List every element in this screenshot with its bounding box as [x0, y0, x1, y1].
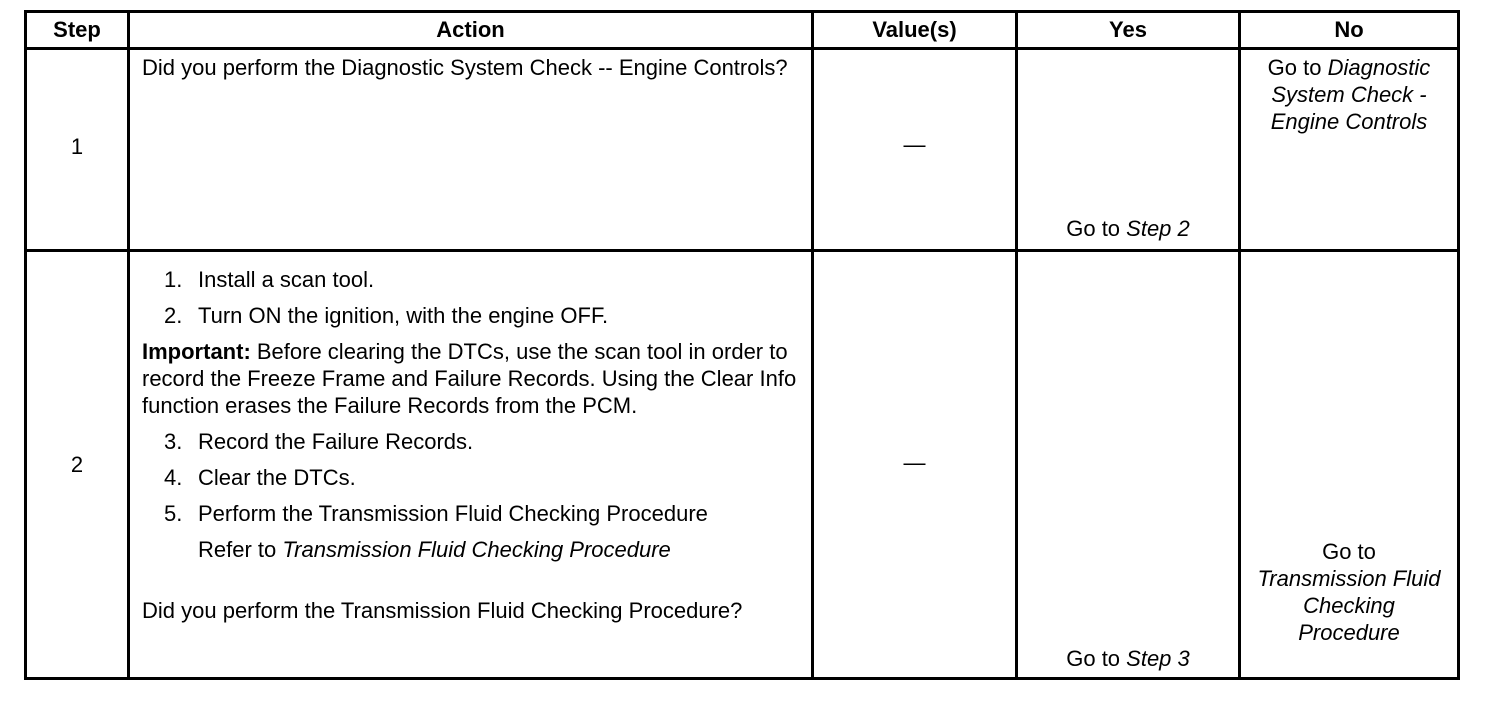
list-number: 2.	[164, 303, 183, 328]
list-number: 1.	[164, 267, 183, 292]
no-link: Diagnostic System Check - Engine Controls	[1270, 55, 1431, 134]
value-cell	[813, 251, 1017, 679]
yes-link: Step 2	[1126, 216, 1190, 241]
action-question: Did you perform the Diagnostic System Check -- Engine Controls?	[142, 55, 788, 80]
action-question: Did you perform the Transmission Fluid Checking Procedure?	[142, 598, 743, 623]
step-number: 1	[70, 134, 84, 159]
list-text: Clear the DTCs.	[198, 465, 356, 490]
no-link: Transmission Fluid Checking Procedure	[1257, 566, 1441, 645]
yes-cell	[1017, 49, 1240, 251]
yes-action	[1018, 216, 1238, 242]
table-row	[26, 251, 1459, 679]
list-text: Record the Failure Records.	[198, 429, 474, 454]
table-row	[26, 49, 1459, 251]
list-item	[164, 500, 801, 527]
list-item	[164, 428, 801, 455]
header-row	[26, 12, 1459, 49]
no-action	[1241, 538, 1457, 646]
value-dash: —	[903, 450, 926, 475]
header-no: No	[1240, 12, 1459, 49]
list-item	[164, 266, 801, 293]
list-item	[164, 302, 801, 329]
important-label: Important:	[142, 339, 251, 364]
yes-action	[1018, 646, 1238, 672]
header-step: Step	[26, 12, 129, 49]
yes-prefix: Go to	[1066, 646, 1127, 671]
list-number: 5.	[164, 501, 183, 526]
yes-link: Step 3	[1126, 646, 1190, 671]
step-number: 2	[70, 452, 84, 477]
value-dash: —	[903, 132, 926, 157]
list-number: 3.	[164, 429, 183, 454]
header-yes: Yes	[1017, 12, 1240, 49]
diagnostic-table	[24, 10, 1460, 680]
step-cell	[26, 49, 129, 251]
action-cell	[129, 251, 813, 679]
header-action: Action	[129, 12, 813, 49]
no-action	[1241, 50, 1457, 135]
refer-link: Transmission Fluid Checking Procedure	[282, 537, 671, 562]
list-text: Install a scan tool.	[198, 267, 375, 292]
no-cell	[1240, 49, 1459, 251]
list-item	[164, 464, 801, 491]
no-prefix: Go to	[1322, 539, 1376, 564]
no-prefix: Go to	[1267, 55, 1328, 80]
list-text: Perform the Transmission Fluid Checking Procedure	[198, 501, 708, 526]
yes-cell	[1017, 251, 1240, 679]
refer-prefix: Refer to	[198, 537, 283, 562]
no-cell	[1240, 251, 1459, 679]
list-text: Turn ON the ignition, with the engine OFF.	[198, 303, 609, 328]
yes-prefix: Go to	[1066, 216, 1127, 241]
refer-note	[198, 536, 801, 563]
list-number: 4.	[164, 465, 183, 490]
step-cell	[26, 251, 129, 679]
action-cell	[129, 49, 813, 251]
value-cell	[813, 49, 1017, 251]
important-note	[142, 338, 801, 419]
important-text: Before clearing the DTCs, use the scan tool in order to record the Freeze Frame and Failure Records. Using the Clear Info function erases the Failure Records from the PCM.	[142, 339, 797, 418]
header-values: Value(s)	[813, 12, 1017, 49]
